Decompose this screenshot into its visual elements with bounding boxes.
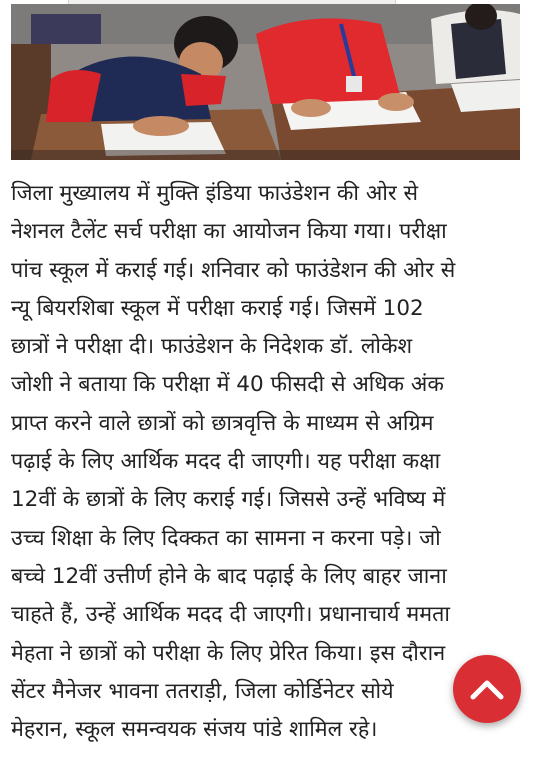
article-line: मेहता ने छात्रों को परीक्षा के लिए प्रेरित किया। इस दौरान [11, 640, 446, 666]
article-line: जोशी ने बताया कि परीक्षा में 40 फीसदी से अधिक अंक [11, 372, 444, 398]
article-line: पढ़ाई के लिए आर्थिक मदद दी जाएगी। यह परीक्षा कक्षा [11, 449, 441, 475]
article-line: प्राप्त करने वाले छात्रों को छात्रवृत्ति के माध्यम से अग्रिम [11, 410, 434, 436]
article-line: चाहते हैं, उन्हें आर्थिक मदद दी जाएगी। प्रधानाचार्य ममता [11, 602, 450, 628]
article-body [11, 175, 523, 749]
article-line: पांच स्कूल में कराई गई। शनिवार को फाउंडेशन की ओर से [11, 257, 456, 283]
article-line: सेंटर मैनेजर भावना ततराड़ी, जिला कोर्डिनेटर सोये [11, 678, 394, 704]
article-line: 12वीं के छात्रों के लिए कराई गई। जिससे उन्हें भविष्य में [11, 487, 446, 513]
article-photo [11, 4, 520, 160]
article-line: जिला मुख्यालय में मुक्ति इंडिया फाउंडेशन की ओर से [11, 181, 418, 206]
article-line: नेशनल टैलेंट सर्च परीक्षा का आयोजन किया गया। परीक्षा [11, 219, 447, 245]
article-line: मेहरान, स्कूल समन्वयक संजय पांडे शामिल रहे। [11, 717, 378, 743]
scroll-to-top-button[interactable] [453, 655, 521, 723]
article-line: उच्च शिक्षा के लिए दिक्कत का सामना न करना पड़े। जो [11, 525, 441, 551]
article-line: छात्रों ने परीक्षा दी। फाउंडेशन के निदेशक डॉ. लोकेश [11, 334, 413, 360]
article-line: बच्चे 12वीं उत्तीर्ण होने के बाद पढ़ाई के लिए बाहर जाना [11, 563, 447, 589]
article-line: न्यू बियरशिबा स्कूल में परीक्षा कराई गई। जिसमें 102 [11, 295, 424, 321]
chevron-up-icon [470, 678, 504, 700]
